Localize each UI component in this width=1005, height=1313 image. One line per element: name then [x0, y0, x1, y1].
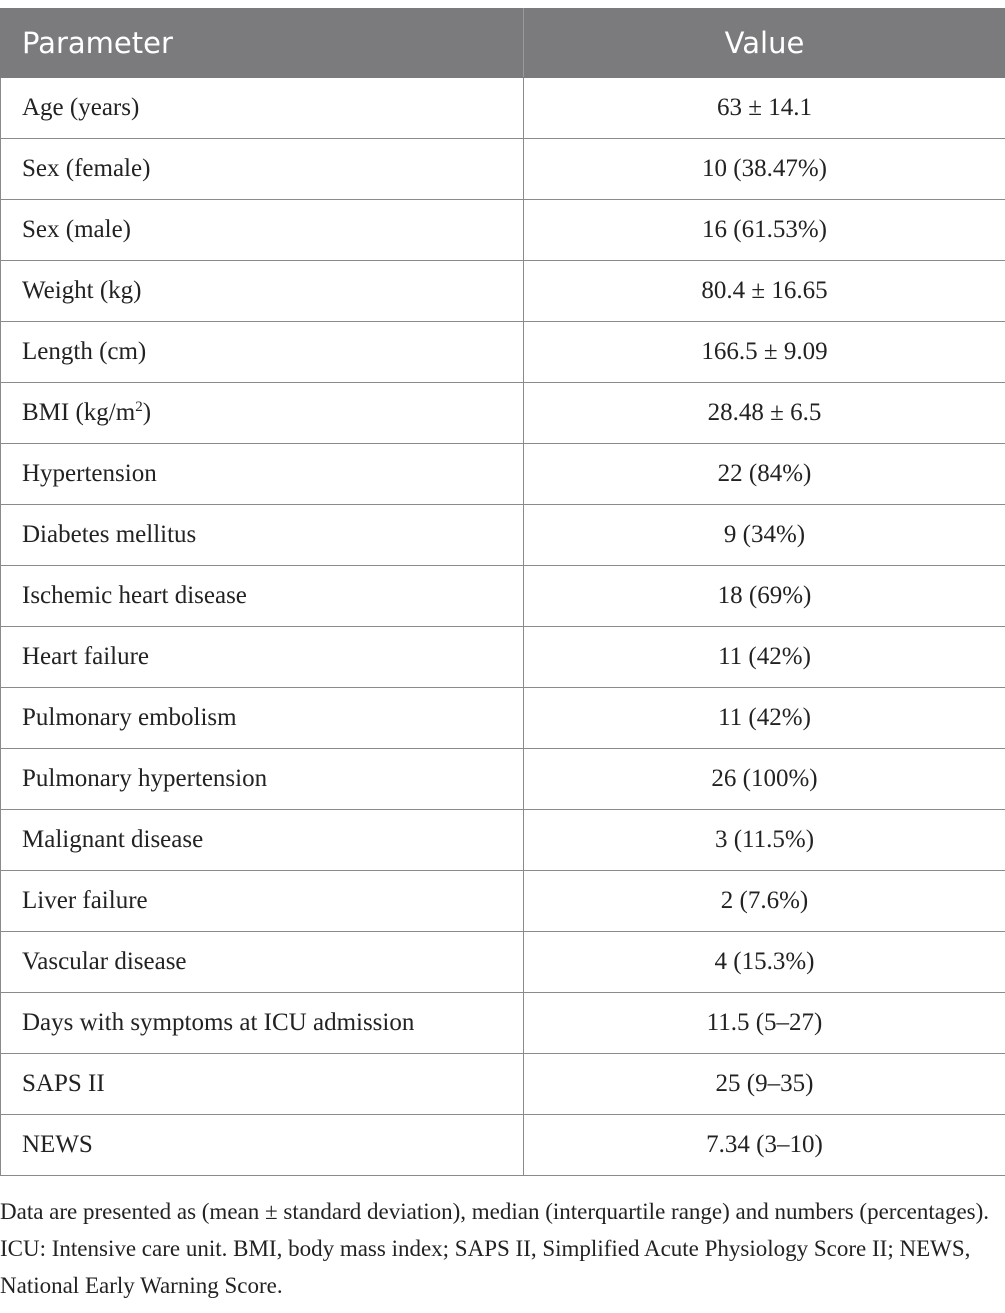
row-value: 11 (42%) — [524, 688, 1005, 749]
table-header — [1, 9, 1005, 78]
row-parameter: Heart failure — [1, 627, 524, 688]
bmi-superscript: 2 — [135, 399, 143, 415]
row-value: 63 ± 14.1 — [524, 78, 1005, 139]
row-parameter: Ischemic heart disease — [1, 566, 524, 627]
row-parameter: NEWS — [1, 1115, 524, 1176]
row-parameter: Days with symptoms at ICU admission — [1, 993, 524, 1054]
table-row — [1, 444, 1005, 505]
row-parameter: Pulmonary hypertension — [1, 749, 524, 810]
row-parameter: Hypertension — [1, 444, 524, 505]
table-row — [1, 383, 1005, 444]
row-parameter: Weight (kg) — [1, 261, 524, 322]
row-value: 10 (38.47%) — [524, 139, 1005, 200]
row-value: 9 (34%) — [524, 505, 1005, 566]
table-row — [1, 1115, 1005, 1176]
table-footnote: Data are presented as (mean ± standard deviation), median (interquartile range) and numbers (percentages). ICU: Intensive care unit. BMI, body mass index; SAPS II, Simplified Acute Physiology Score II; NEWS, National Early Warning Score. — [0, 1199, 990, 1298]
row-parameter: Length (cm) — [1, 322, 524, 383]
table-row — [1, 932, 1005, 993]
row-value: 7.34 (3–10) — [524, 1115, 1005, 1176]
row-value: 22 (84%) — [524, 444, 1005, 505]
row-value: 80.4 ± 16.65 — [524, 261, 1005, 322]
parameters-table — [0, 8, 1005, 1176]
table-row — [1, 810, 1005, 871]
table-body — [1, 78, 1005, 1176]
row-value: 26 (100%) — [524, 749, 1005, 810]
table-row — [1, 566, 1005, 627]
row-value: 16 (61.53%) — [524, 200, 1005, 261]
header-row — [1, 9, 1005, 78]
table-row — [1, 871, 1005, 932]
row-parameter: Sex (male) — [1, 200, 524, 261]
table-row — [1, 627, 1005, 688]
row-parameter: Vascular disease — [1, 932, 524, 993]
table-row — [1, 200, 1005, 261]
row-parameter: Pulmonary embolism — [1, 688, 524, 749]
bmi-label: BMI (kg/m — [22, 399, 136, 426]
row-parameter: SAPS II — [1, 1054, 524, 1115]
row-parameter-bmi — [1, 383, 524, 444]
row-parameter: Sex (female) — [1, 139, 524, 200]
row-value: 4 (15.3%) — [524, 932, 1005, 993]
table-row — [1, 1054, 1005, 1115]
row-parameter: Diabetes mellitus — [1, 505, 524, 566]
row-value: 28.48 ± 6.5 — [524, 383, 1005, 444]
table-row — [1, 749, 1005, 810]
table-row — [1, 78, 1005, 139]
table-row — [1, 505, 1005, 566]
row-value: 2 (7.6%) — [524, 871, 1005, 932]
table-row — [1, 688, 1005, 749]
row-value: 25 (9–35) — [524, 1054, 1005, 1115]
table-row — [1, 261, 1005, 322]
row-parameter: Malignant disease — [1, 810, 524, 871]
row-value: 11 (42%) — [524, 627, 1005, 688]
row-parameter: Liver failure — [1, 871, 524, 932]
table-row — [1, 322, 1005, 383]
row-value: 11.5 (5–27) — [524, 993, 1005, 1054]
bmi-label-suffix: ) — [142, 399, 152, 426]
row-value: 166.5 ± 9.09 — [524, 322, 1005, 383]
header-value: Value — [524, 9, 1005, 78]
row-value: 18 (69%) — [524, 566, 1005, 627]
header-parameter: Parameter — [1, 9, 524, 78]
row-parameter: Age (years) — [1, 78, 524, 139]
table-row — [1, 993, 1005, 1054]
table-row — [1, 139, 1005, 200]
row-value: 3 (11.5%) — [524, 810, 1005, 871]
